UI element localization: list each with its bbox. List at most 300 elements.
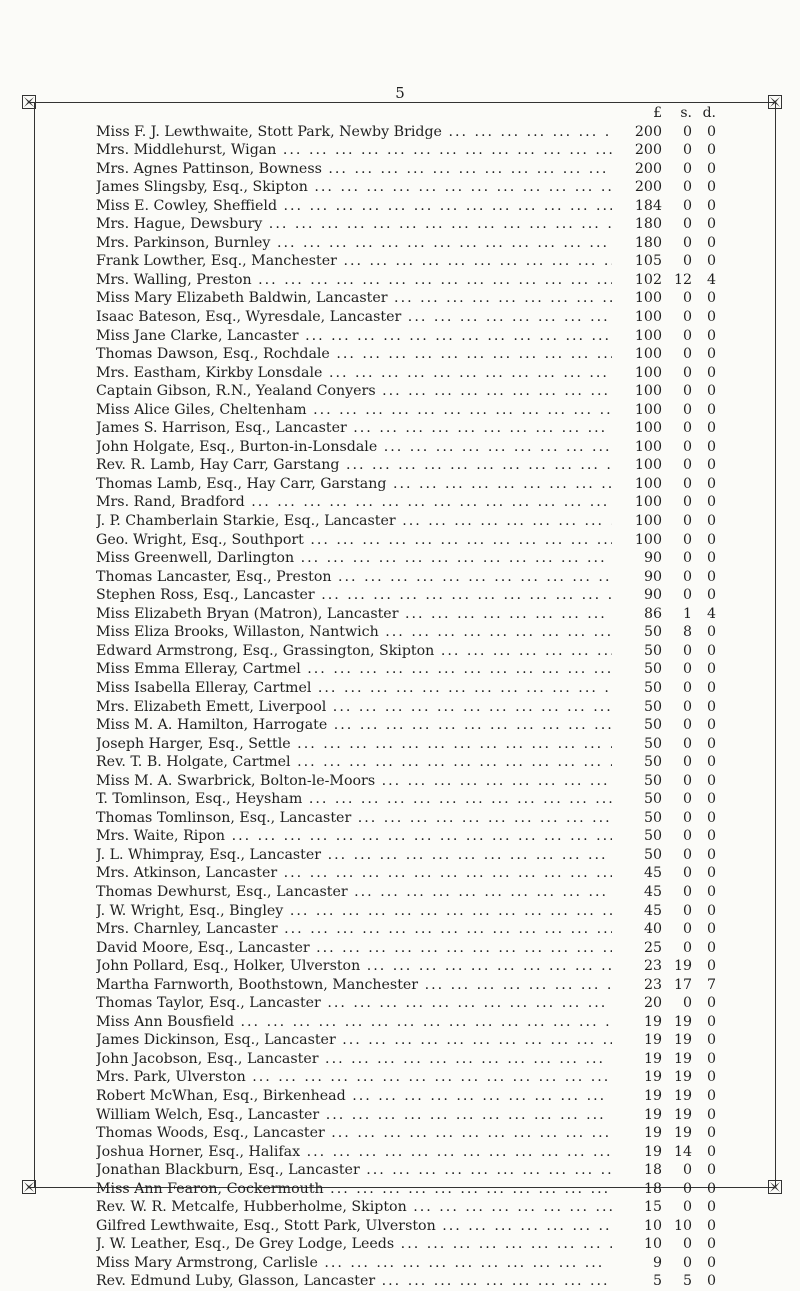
list-item [96, 1217, 716, 1236]
amount-shillings: 0 [682, 160, 692, 177]
amount-pence: 0 [706, 346, 716, 363]
donor-name: David Moore, Esq., Lancaster ... . [96, 939, 612, 958]
subscription-list [96, 104, 716, 1291]
donor-name: Miss Isabella Elleray, Cartmel ... . [96, 679, 612, 698]
amount-pence: 0 [706, 364, 716, 381]
amount-pounds: 105 [634, 253, 662, 270]
amount-pounds: 100 [634, 475, 662, 492]
amount-shillings: 0 [682, 1162, 692, 1179]
amount-shillings: 0 [682, 234, 692, 251]
amount-pence: 0 [706, 1180, 716, 1197]
amount-pence: 0 [706, 828, 716, 845]
maltese-cross-icon [22, 95, 36, 109]
list-item [96, 1143, 716, 1162]
list-item [96, 790, 716, 809]
amount-pence: 0 [706, 234, 716, 251]
list-item [96, 197, 716, 216]
donor-name: Mrs. Parkinson, Burnley ... . [96, 234, 612, 253]
donor-name: Miss Ann Fearon, Cockermouth ... . [96, 1180, 612, 1199]
amount-pounds: 50 [643, 772, 662, 789]
list-item [96, 642, 716, 661]
shillings-header: s. [680, 105, 692, 121]
amount-pounds: 180 [634, 216, 662, 233]
amount-pence: 0 [706, 309, 716, 326]
list-item [96, 252, 716, 271]
list-item [96, 123, 716, 142]
amount-shillings: 19 [673, 1013, 692, 1030]
amount-pence: 0 [706, 438, 716, 455]
list-item [96, 401, 716, 420]
amount-pounds: 23 [643, 958, 662, 975]
amount-pence: 0 [706, 1050, 716, 1067]
amount-pounds: 200 [634, 142, 662, 159]
donor-name: Thomas Woods, Esq., Lancaster ... . [96, 1124, 612, 1143]
amount-shillings: 0 [682, 550, 692, 567]
amount-pence: 0 [706, 717, 716, 734]
amount-pounds: 100 [634, 346, 662, 363]
list-item [96, 939, 716, 958]
amount-pounds: 90 [643, 587, 662, 604]
donor-name: Rev. R. Lamb, Hay Carr, Garstang ... . [96, 456, 612, 475]
amount-pence: 0 [706, 1217, 716, 1234]
amount-pounds: 10 [643, 1217, 662, 1234]
amount-pence: 0 [706, 698, 716, 715]
amount-pence: 0 [706, 1143, 716, 1160]
amount-pounds: 45 [643, 902, 662, 919]
donor-name: Mrs. Elizabeth Emett, Liverpool ... . [96, 698, 612, 717]
amount-shillings: 0 [682, 995, 692, 1012]
amount-pence: 0 [706, 420, 716, 437]
amount-pence: 0 [706, 1162, 716, 1179]
amount-pounds: 100 [634, 457, 662, 474]
amount-pence: 0 [706, 531, 716, 548]
amount-shillings: 0 [682, 123, 692, 140]
list-item [96, 586, 716, 605]
donor-name: Mrs. Waite, Ripon ... . [96, 827, 612, 846]
amount-shillings: 0 [682, 420, 692, 437]
amount-pence: 0 [706, 383, 716, 400]
amount-pence: 0 [706, 327, 716, 344]
amount-pounds: 19 [643, 1106, 662, 1123]
amount-pounds: 18 [643, 1162, 662, 1179]
list-rows [96, 123, 716, 1291]
maltese-cross-icon [22, 1180, 36, 1194]
amount-pounds: 200 [634, 179, 662, 196]
amount-shillings: 0 [682, 828, 692, 845]
list-item [96, 1180, 716, 1199]
amount-shillings: 0 [682, 401, 692, 418]
amount-pounds: 184 [634, 197, 662, 214]
donor-name: Jonathan Blackburn, Esq., Lancaster ... . [96, 1161, 612, 1180]
list-item [96, 327, 716, 346]
amount-pounds: 19 [643, 1069, 662, 1086]
amount-shillings: 0 [682, 939, 692, 956]
list-item [96, 957, 716, 976]
amount-pounds: 100 [634, 309, 662, 326]
amount-shillings: 19 [673, 1106, 692, 1123]
amount-shillings: 0 [682, 346, 692, 363]
maltese-cross-icon [768, 95, 782, 109]
amount-pence: 0 [706, 550, 716, 567]
amount-pounds: 50 [643, 735, 662, 752]
amount-shillings: 17 [673, 976, 692, 993]
list-item [96, 623, 716, 642]
donor-name: Thomas Taylor, Esq., Lancaster ... . [96, 994, 612, 1013]
donor-name: Miss Jane Clarke, Lancaster ... . [96, 327, 612, 346]
amount-pence: 0 [706, 735, 716, 752]
list-item [96, 141, 716, 160]
amount-shillings: 0 [682, 809, 692, 826]
donor-name: Mrs. Eastham, Kirkby Lonsdale ... . [96, 364, 612, 383]
list-item [96, 1087, 716, 1106]
pounds-header: £ [653, 105, 662, 121]
list-item [96, 456, 716, 475]
amount-pounds: 100 [634, 494, 662, 511]
amount-pounds: 100 [634, 364, 662, 381]
amount-pence: 0 [706, 1236, 716, 1253]
donor-name: Miss Greenwell, Darlington ... . [96, 549, 612, 568]
donor-name: J. W. Leather, Esq., De Grey Lodge, Leeds ... . [96, 1235, 612, 1254]
list-item [96, 1124, 716, 1143]
donor-name: Thomas Lamb, Esq., Hay Carr, Garstang ... . [96, 475, 612, 494]
amount-pounds: 100 [634, 401, 662, 418]
amount-pence: 0 [706, 216, 716, 233]
amount-shillings: 1 [682, 605, 692, 622]
donor-name: Rev. T. B. Holgate, Cartmel ... . [96, 753, 612, 772]
amount-pounds: 90 [643, 568, 662, 585]
amount-pounds: 25 [643, 939, 662, 956]
amount-shillings: 19 [673, 1032, 692, 1049]
list-item [96, 382, 716, 401]
amount-shillings: 0 [682, 531, 692, 548]
donor-name: Isaac Bateson, Esq., Wyresdale, Lancaster ... . [96, 308, 612, 327]
list-item [96, 753, 716, 772]
amount-pounds: 50 [643, 809, 662, 826]
list-item [96, 735, 716, 754]
amount-pence: 0 [706, 883, 716, 900]
amount-shillings: 0 [682, 309, 692, 326]
donor-name: John Jacobson, Esq., Lancaster ... . [96, 1050, 612, 1069]
right-border-rule [775, 102, 776, 1187]
amount-pounds: 5 [652, 1273, 662, 1290]
amount-shillings: 0 [682, 513, 692, 530]
amount-pounds: 100 [634, 531, 662, 548]
donor-name: J. L. Whimpray, Esq., Lancaster ... . [96, 846, 612, 865]
amount-pounds: 50 [643, 661, 662, 678]
list-item [96, 660, 716, 679]
list-item [96, 160, 716, 179]
amount-shillings: 8 [682, 624, 692, 641]
list-item [96, 1013, 716, 1032]
list-item [96, 698, 716, 717]
list-item [96, 1050, 716, 1069]
donor-name: Mrs. Park, Ulverston ... . [96, 1068, 612, 1087]
list-item [96, 883, 716, 902]
list-item [96, 475, 716, 494]
amount-shillings: 0 [682, 679, 692, 696]
amount-pounds: 19 [643, 1143, 662, 1160]
amount-pence: 0 [706, 179, 716, 196]
amount-pence: 0 [706, 1032, 716, 1049]
donor-name: Edward Armstrong, Esq., Grassington, Skipton ... . [96, 642, 612, 661]
amount-pence: 0 [706, 1273, 716, 1290]
amount-pence: 0 [706, 457, 716, 474]
amount-shillings: 0 [682, 921, 692, 938]
amount-shillings: 0 [682, 661, 692, 678]
list-item [96, 1161, 716, 1180]
donor-name: Miss M. A. Swarbrick, Bolton-le-Moors ... . [96, 772, 612, 791]
donor-name: Miss F. J. Lewthwaite, Stott Park, Newby Bridge ... . [96, 123, 612, 142]
amount-shillings: 0 [682, 1254, 692, 1271]
donor-name: Miss Elizabeth Bryan (Matron), Lancaster ... . [96, 605, 612, 624]
list-item [96, 864, 716, 883]
list-item [96, 345, 716, 364]
amount-pence: 0 [706, 587, 716, 604]
donor-name: Thomas Tomlinson, Esq., Lancaster ... . [96, 809, 612, 828]
amount-pounds: 100 [634, 513, 662, 530]
amount-pounds: 100 [634, 327, 662, 344]
list-item [96, 679, 716, 698]
list-item [96, 364, 716, 383]
amount-shillings: 19 [673, 1050, 692, 1067]
list-item [96, 605, 716, 624]
list-item [96, 1254, 716, 1273]
amount-pence: 0 [706, 809, 716, 826]
amount-pence: 0 [706, 1254, 716, 1271]
donor-name: Mrs. Charnley, Lancaster ... . [96, 920, 612, 939]
amount-pence: 0 [706, 197, 716, 214]
donor-name: Stephen Ross, Esq., Lancaster ... . [96, 586, 612, 605]
amount-pence: 0 [706, 624, 716, 641]
amount-shillings: 0 [682, 698, 692, 715]
donor-name: James Dickinson, Esq., Lancaster ... . [96, 1031, 612, 1050]
amount-shillings: 19 [673, 1125, 692, 1142]
list-item [96, 289, 716, 308]
amount-pence: 0 [706, 995, 716, 1012]
amount-pounds: 23 [643, 976, 662, 993]
amount-pounds: 45 [643, 865, 662, 882]
amount-shillings: 0 [682, 457, 692, 474]
donor-name: Mrs. Agnes Pattinson, Bowness ... . [96, 160, 612, 179]
list-item [96, 271, 716, 290]
amount-shillings: 0 [682, 865, 692, 882]
amount-shillings: 0 [682, 791, 692, 808]
amount-pounds: 50 [643, 624, 662, 641]
amount-pounds: 200 [634, 160, 662, 177]
donor-name: Thomas Dawson, Esq., Rochdale ... . [96, 345, 612, 364]
amount-pounds: 50 [643, 754, 662, 771]
donor-name: Mrs. Rand, Bradford ... . [96, 493, 612, 512]
list-item [96, 1106, 716, 1125]
amount-pence: 0 [706, 958, 716, 975]
donor-name: James S. Harrison, Esq., Lancaster ... . [96, 419, 612, 438]
top-border-rule [28, 102, 776, 103]
amount-pounds: 50 [643, 679, 662, 696]
amount-pounds: 19 [643, 1087, 662, 1104]
donor-name: Thomas Lancaster, Esq., Preston ... . [96, 568, 612, 587]
amount-shillings: 0 [682, 717, 692, 734]
amount-pounds: 100 [634, 290, 662, 307]
amount-shillings: 0 [682, 197, 692, 214]
amount-pence: 0 [706, 290, 716, 307]
list-item [96, 568, 716, 587]
donor-name: Miss Alice Giles, Cheltenham ... . [96, 401, 612, 420]
donor-name: Thomas Dewhurst, Esq., Lancaster ... . [96, 883, 612, 902]
list-item [96, 512, 716, 531]
list-item [96, 994, 716, 1013]
list-item [96, 438, 716, 457]
amount-pounds: 19 [643, 1013, 662, 1030]
amount-pence: 0 [706, 1106, 716, 1123]
amount-pence: 0 [706, 160, 716, 177]
amount-pence: 0 [706, 513, 716, 530]
list-item [96, 531, 716, 550]
amount-shillings: 0 [682, 494, 692, 511]
amount-shillings: 0 [682, 642, 692, 659]
donor-name: James Slingsby, Esq., Skipton ... . [96, 178, 612, 197]
donor-name: Frank Lowther, Esq., Manchester ... . [96, 252, 612, 271]
list-item [96, 976, 716, 995]
amount-pence: 0 [706, 865, 716, 882]
amount-pence: 4 [706, 271, 716, 288]
amount-pence: 0 [706, 661, 716, 678]
amount-shillings: 0 [682, 1180, 692, 1197]
amount-shillings: 14 [673, 1143, 692, 1160]
list-item [96, 234, 716, 253]
donor-name: J. P. Chamberlain Starkie, Esq., Lancaster ... . [96, 512, 612, 531]
column-header-row [96, 104, 716, 123]
amount-pounds: 100 [634, 420, 662, 437]
amount-shillings: 0 [682, 1236, 692, 1253]
amount-pence: 0 [706, 772, 716, 789]
donor-name: Mrs. Hague, Dewsbury ... . [96, 215, 612, 234]
list-item [96, 1198, 716, 1217]
amount-pounds: 180 [634, 234, 662, 251]
amount-shillings: 0 [682, 142, 692, 159]
amount-pence: 7 [706, 976, 716, 993]
page-number: 5 [395, 84, 405, 102]
list-item [96, 1068, 716, 1087]
amount-pounds: 50 [643, 846, 662, 863]
amount-pounds: 50 [643, 791, 662, 808]
amount-pence: 0 [706, 679, 716, 696]
list-item [96, 549, 716, 568]
list-item [96, 902, 716, 921]
donor-name: Geo. Wright, Esq., Southport ... . [96, 531, 612, 550]
list-item [96, 308, 716, 327]
donor-name: Rev. W. R. Metcalfe, Hubberholme, Skipton ... . [96, 1198, 612, 1217]
amount-pounds: 9 [652, 1254, 662, 1271]
list-item [96, 809, 716, 828]
list-item [96, 493, 716, 512]
amount-shillings: 0 [682, 772, 692, 789]
amount-shillings: 0 [682, 754, 692, 771]
amount-shillings: 0 [682, 902, 692, 919]
amount-shillings: 0 [682, 1199, 692, 1216]
amount-pounds: 15 [643, 1199, 662, 1216]
amount-pence: 0 [706, 475, 716, 492]
amount-shillings: 0 [682, 327, 692, 344]
amount-pence: 0 [706, 754, 716, 771]
donor-name: Miss Emma Elleray, Cartmel ... . [96, 660, 612, 679]
amount-pounds: 50 [643, 642, 662, 659]
list-item [96, 716, 716, 735]
amount-pounds: 100 [634, 438, 662, 455]
amount-pence: 0 [706, 1087, 716, 1104]
amount-pence: 4 [706, 605, 716, 622]
amount-shillings: 0 [682, 846, 692, 863]
amount-shillings: 0 [682, 179, 692, 196]
amount-pounds: 19 [643, 1125, 662, 1142]
list-item [96, 1031, 716, 1050]
donor-name: T. Tomlinson, Esq., Heysham ... . [96, 790, 612, 809]
amount-pounds: 200 [634, 123, 662, 140]
amount-shillings: 0 [682, 364, 692, 381]
amount-pounds: 19 [643, 1032, 662, 1049]
amount-pounds: 40 [643, 921, 662, 938]
amount-shillings: 0 [682, 253, 692, 270]
list-item [96, 846, 716, 865]
amount-pence: 0 [706, 494, 716, 511]
list-item [96, 1272, 716, 1291]
amount-pounds: 10 [643, 1236, 662, 1253]
amount-shillings: 0 [682, 216, 692, 233]
pence-header: d. [702, 105, 716, 121]
amount-pence: 0 [706, 642, 716, 659]
amount-pence: 0 [706, 921, 716, 938]
donor-name: Joseph Harger, Esq., Settle ... . [96, 735, 612, 754]
amount-shillings: 0 [682, 475, 692, 492]
amount-shillings: 12 [673, 271, 692, 288]
list-item [96, 772, 716, 791]
amount-shillings: 19 [673, 1069, 692, 1086]
amount-pounds: 50 [643, 698, 662, 715]
amount-pence: 0 [706, 142, 716, 159]
amount-shillings: 19 [673, 1087, 692, 1104]
amount-pounds: 19 [643, 1050, 662, 1067]
amount-pence: 0 [706, 401, 716, 418]
amount-shillings: 0 [682, 568, 692, 585]
amount-pounds: 100 [634, 383, 662, 400]
maltese-cross-icon [768, 1180, 782, 1194]
donor-name: Robert McWhan, Esq., Birkenhead ... . [96, 1087, 612, 1106]
donor-name: Mrs. Middlehurst, Wigan ... . [96, 141, 612, 160]
donor-name: Gilfred Lewthwaite, Esq., Stott Park, Ulverston ... . [96, 1217, 612, 1236]
donor-name: Miss Eliza Brooks, Willaston, Nantwich ... . [96, 623, 612, 642]
amount-pence: 0 [706, 253, 716, 270]
donor-name: Mrs. Walling, Preston ... . [96, 271, 612, 290]
amount-pounds: 102 [634, 271, 662, 288]
amount-pence: 0 [706, 791, 716, 808]
amount-pounds: 20 [643, 995, 662, 1012]
donor-name: J. W. Wright, Esq., Bingley ... . [96, 902, 612, 921]
donor-name: Miss Mary Armstrong, Carlisle ... . [96, 1254, 612, 1273]
donor-name: Captain Gibson, R.N., Yealand Conyers ... . [96, 382, 612, 401]
donor-name: Miss M. A. Hamilton, Harrogate ... . [96, 716, 612, 735]
donor-name: Joshua Horner, Esq., Halifax ... . [96, 1143, 612, 1162]
amount-pounds: 50 [643, 828, 662, 845]
amount-shillings: 0 [682, 735, 692, 752]
amount-shillings: 0 [682, 290, 692, 307]
donor-name: Rev. Edmund Luby, Glasson, Lancaster ... . [96, 1272, 612, 1291]
amount-pence: 0 [706, 568, 716, 585]
amount-pence: 0 [706, 1013, 716, 1030]
left-border-rule [34, 102, 35, 1187]
amount-shillings: 5 [682, 1273, 692, 1290]
amount-pence: 0 [706, 1199, 716, 1216]
amount-pence: 0 [706, 1069, 716, 1086]
donor-name: Miss E. Cowley, Sheffield ... . [96, 197, 612, 216]
